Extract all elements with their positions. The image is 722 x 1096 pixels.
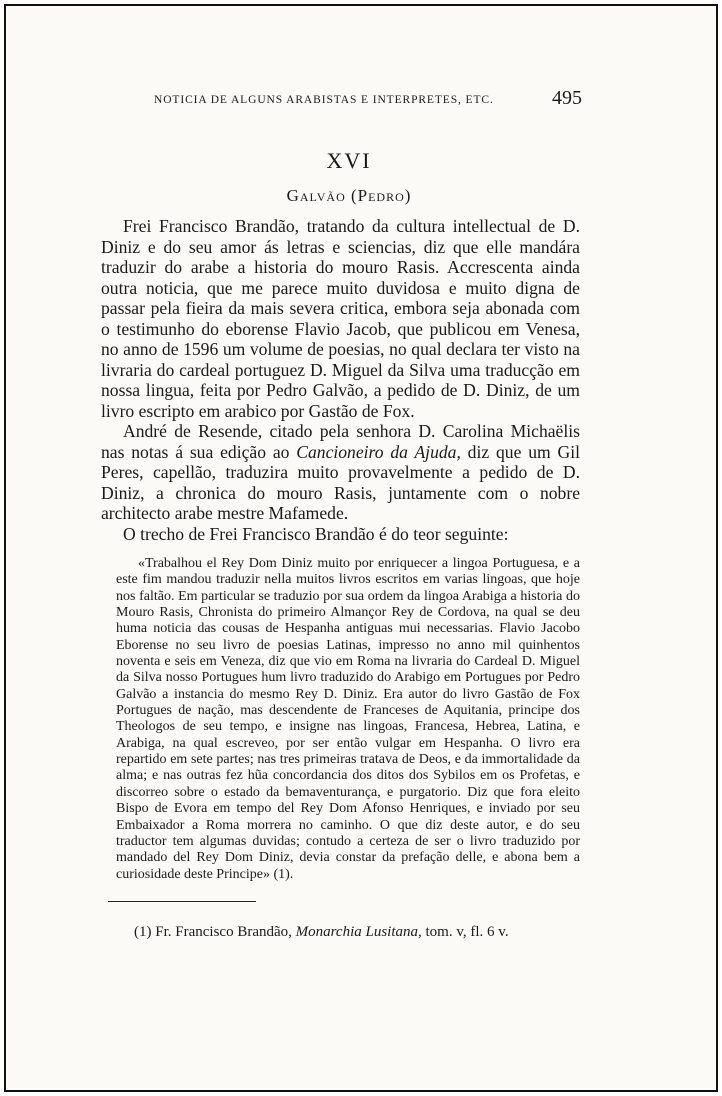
block-quote: [116, 556, 580, 883]
page-number: 495: [552, 87, 582, 109]
footnote-prefix: (1) Fr. Francisco Brandão,: [134, 924, 296, 940]
book-page: [4, 4, 718, 1092]
paragraph-2: [101, 421, 580, 524]
paragraph-2-end: diz que um Gil Peres, capellão, traduzira muito provavelmente a pedido de D. Diniz, a chronica do mouro Rasis, juntamente com o nobre architecto arabe mestre Mafamede.: [101, 441, 580, 523]
footnote-rule: [108, 901, 256, 902]
running-head: NOTICIA DE ALGUNS ARABISTAS E INTERPRETES, ETC.: [154, 94, 494, 106]
footnote: [134, 923, 584, 941]
paragraph-1: Frei Francisco Brandão, tratando da cultura intellectual de D. Diniz e do seu amor ás letras e sciencias, diz que elle mandára traduzir do arabe a historia do mouro Rasis. Accrescenta ainda outra noticia, que me parece muito duvidosa e muito digna de passar pela fieira da mais severa critica, embora seja abonada com o testimunho do eborense Flavio Jacob, que publicou em Venesa, no anno de 1596 um volume de poesias, no qual declara ter visto na livraria do cardeal portuguez D. Miguel da Silva uma traducção em nossa lingua, feita por Pedro Galvão, a pedido de D. Diniz, de um livro escripto em arabico por Gastão de Fox.: [101, 216, 580, 421]
footnote-suffix: tom. v, fl. 6 v.: [421, 924, 509, 940]
paragraph-2-start: André de Resende, citado pela senhora D. Carolina Michaëlis nas notas á sua edição ao: [101, 421, 580, 462]
cancioneiro-title: Cancioneiro da Ajuda,: [296, 441, 461, 462]
section-title: Galvão (Pedro): [286, 186, 412, 205]
paragraph-3: O trecho de Frei Francisco Brandão é do teor seguinte:: [123, 523, 509, 544]
body-text: [101, 216, 580, 544]
footnote-work-title: Monarchia Lusitana,: [295, 924, 422, 940]
quote-text: «Trabalhou el Rey Dom Diniz muito por enriquecer a lingoa Portuguesa, e a este fim mandou traduzir nella muitos livros escritos em varias lingoas, que hoje nos faltão. Em particular se traduzio por sua ordem da lingoa Arabiga a historia do Mouro Rasis, Chronista do primeiro Almançor Rey de Cordova, na qual se deu huma noticia das cousas de Hespanha antiguas mui necessarias. Flavio Jacobo Eborense no seu livro de poesias Latinas, impresso no anno mil quinhentos noventa e seis em Veneza, diz que vio em Roma na livraria do Cardeal D. Miguel da Silva nosso Portugues hum livro traduzido do Arabigo em Portugues por Pedro Galvão a instancia do mesmo Rey D. Diniz. Era autor do livro Gastão de Fox Portugues de nação, mas descendente de Franceses de Aquitania, principe dos Theologos de seu tempo, e insigne nas lingoas, Francesa, Hebrea, Latina, e Arabiga, na qual escreveo, por ser então vulgar em Hespanha. O livro era repartido em sete partes; nas tres primeiras tratava de Deos, e da immortalidade da alma; e nas outras fez hũa concordancia dos ditos dos Sybilos em os Profetas, e discorreo sobre o estado da bemaventurança, e purgatorio. Diz que fora eleito Bispo de Evora em tempo del Rey Dom Afonso Henriques, e inviado por seu Embaixador a Roma morrera no caminho. O que diz deste autor, e do seu traductor tem algumas duvidas; contudo a certeza de ser o livro traduzido por mandado del Rey Dom Diniz, devia constar da prefação delle, e abona bem a curiosidade deste Principe» (1).: [116, 556, 580, 882]
section-number: XVI: [326, 148, 372, 173]
